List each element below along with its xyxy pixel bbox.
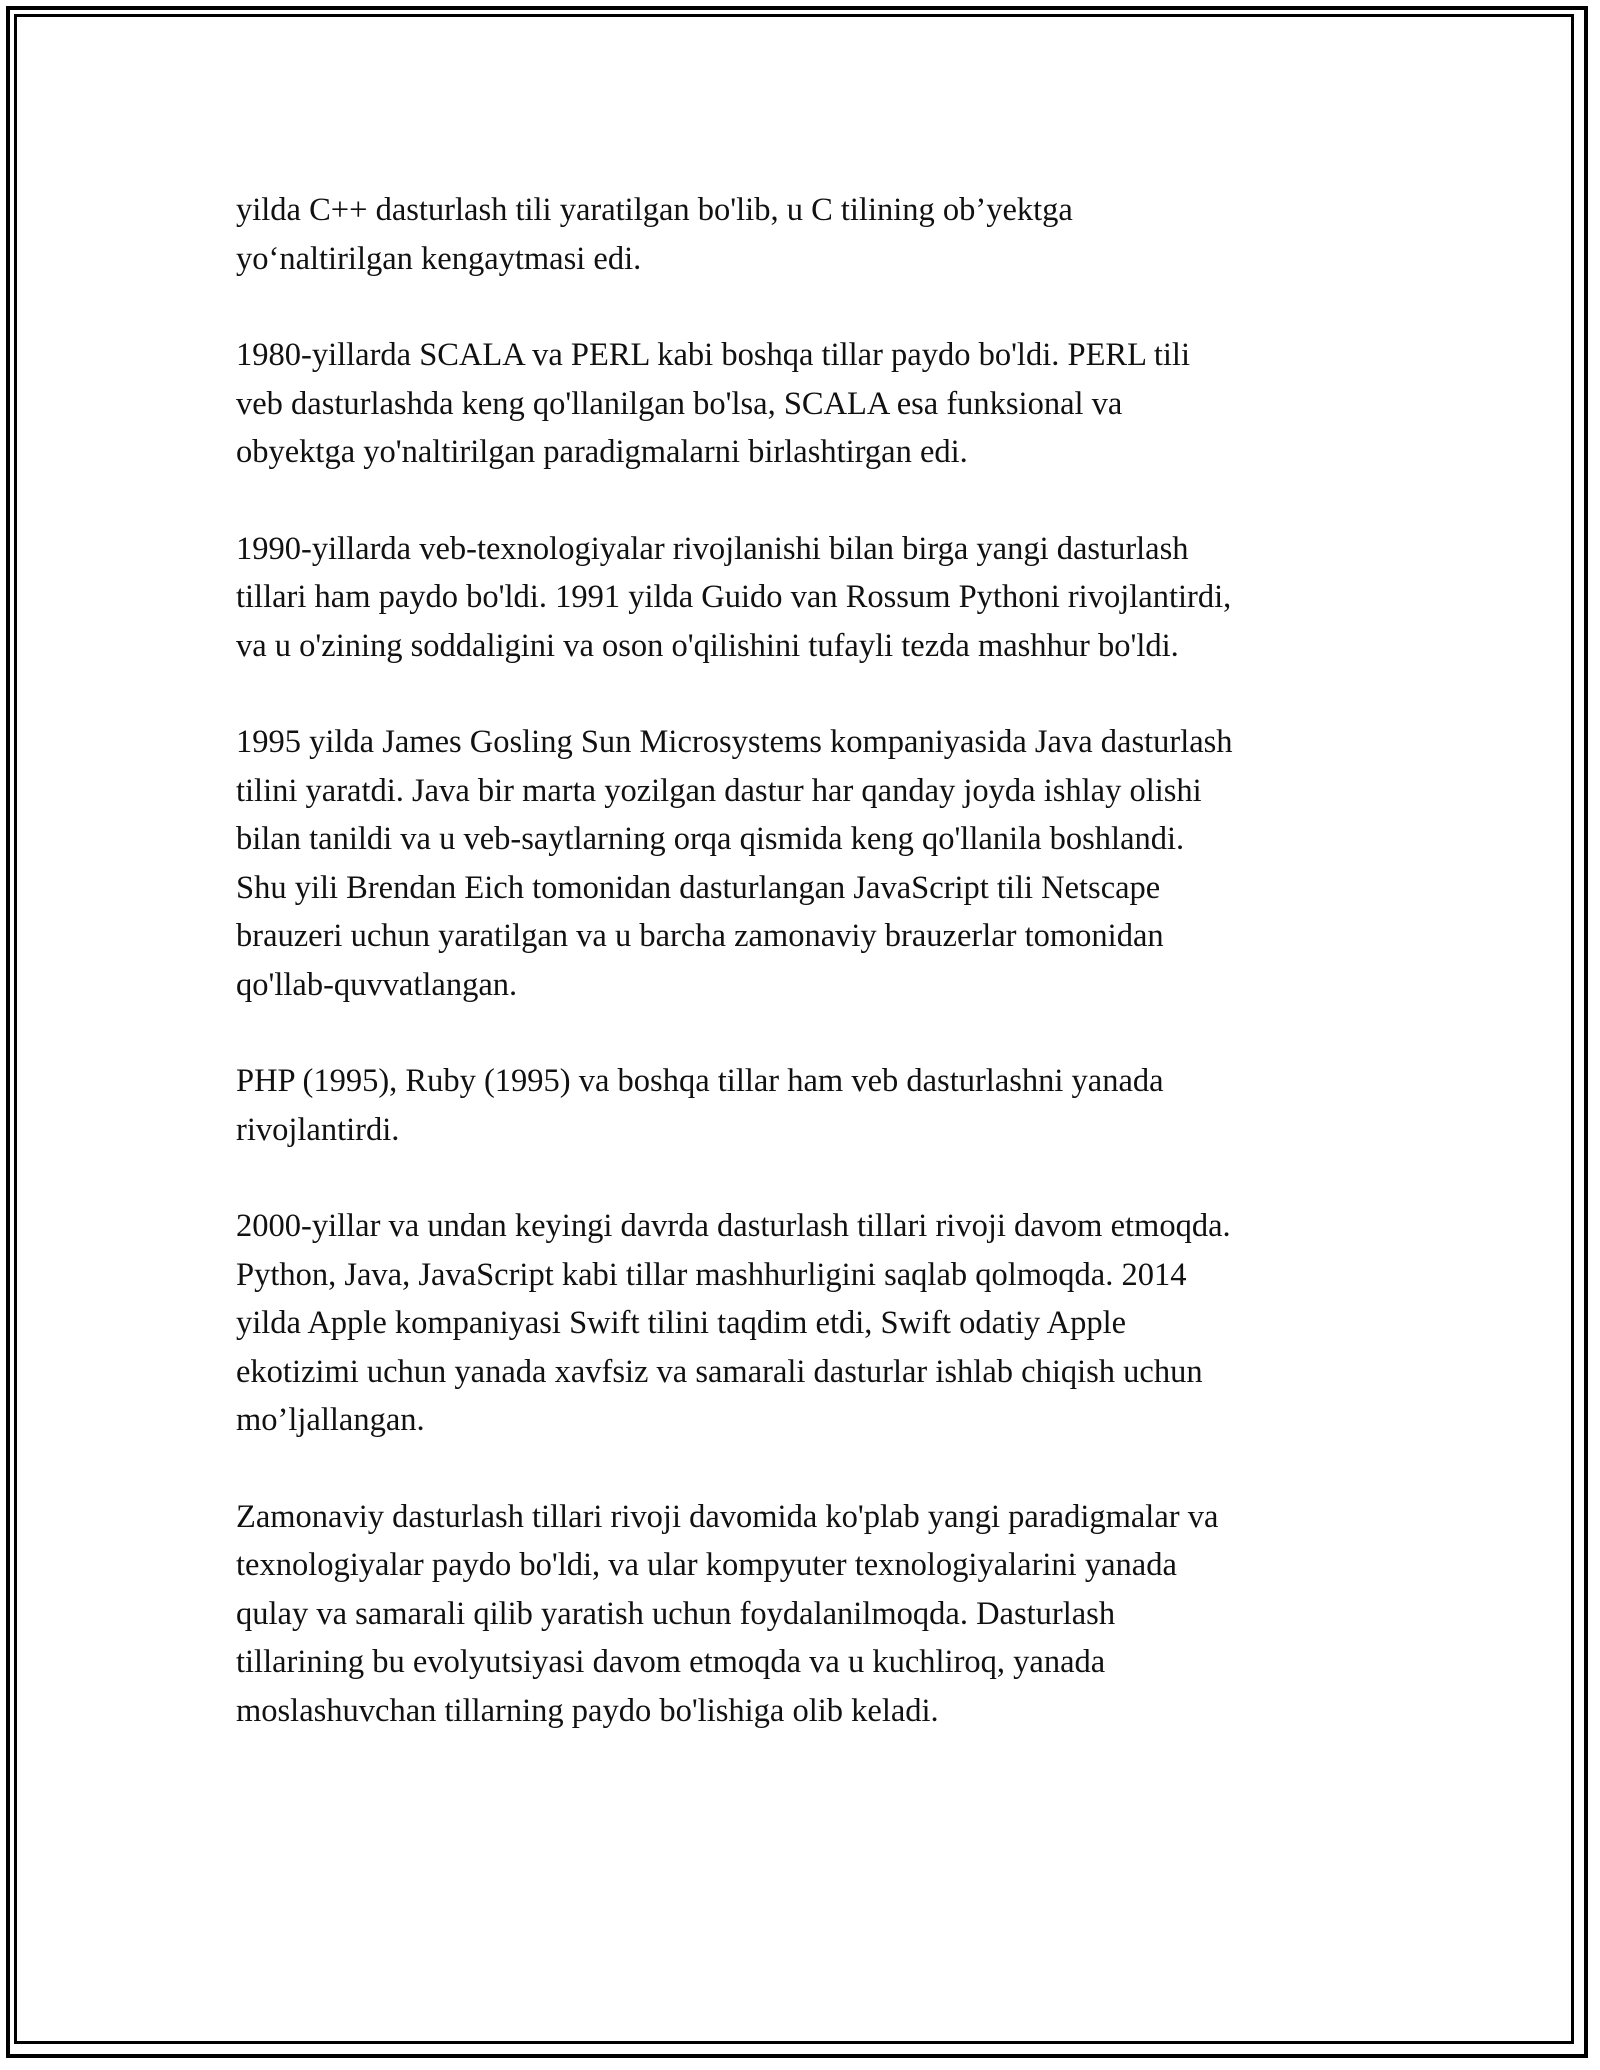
document-body	[236, 186, 1366, 1783]
paragraph-1980s: 1980-yillarda SCALA va PERL kabi boshqa tillar paydo bo'ldi. PERL tili veb dasturlashda keng qo'llanilgan bo'lsa, SCALA esa funksional va obyektga yo'naltirilgan paradigmalarni birlashtirgan edi.	[236, 337, 1190, 470]
paragraph-php-ruby: PHP (1995), Ruby (1995) va boshqa tillar ham veb dasturlashni yanada rivojlantirdi.	[236, 1063, 1164, 1148]
paragraph-cpp: yilda C++ dasturlash tili yaratilgan bo'lib, u C tilining ob’yektga yo‘naltirilgan kengaytmasi edi.	[236, 192, 1073, 277]
paragraph-1990s: 1990-yillarda veb-texnologiyalar rivojlanishi bilan birga yangi dasturlash tillari ham paydo bo'ldi. 1991 yilda Guido van Rossum Pythoni rivojlantirdi, va u o'zining soddaligini va oson o'qilishini tufayli tezda mashhur bo'ldi.	[236, 530, 1232, 664]
paragraph-2000s: 2000-yillar va undan keyingi davrda dasturlash tillari rivoji davom etmoqda. Python, Java, JavaScript kabi tillar mashhurligini saqlab qolmoqda. 2014 yilda Apple kompaniyasi Swift tilini taqdim etdi, Swift odatiy Apple ekotizimi uchun yanada xavfsiz va samarali dasturlar ishlab chiqish uchun mo’ljallangan.	[236, 1208, 1231, 1438]
paragraph-modern: Zamonaviy dasturlash tillari rivoji davomida ko'plab yangi paradigmalar va texnologiyalar paydo bo'ldi, va ular kompyuter texnologiyalarini yanada qulay va samarali qilib yaratish uchun foydalanilmoqda. Dasturlash tillarining bu evolyutsiyasi davom etmoqda va u kuchliroq, yanada moslashuvchan tillarning paydo bo'lishiga olib keladi.	[236, 1498, 1219, 1729]
paragraph-1995-java: 1995 yilda James Gosling Sun Microsystems kompaniyasida Java dasturlash tilini yaratdi. Java bir marta yozilgan dastur har qanday joyda ishlay olishi bilan tanildi va u veb-saytlarning orqa qismida keng qo'llanila boshlandi. Shu yili Brendan Eich tomonidan dasturlangan JavaScript tili Netscape brauzeri uchun yaratilgan va u barcha zamonaviy brauzerlar tomonidan qo'llab-quvvatlangan.	[236, 724, 1233, 1003]
